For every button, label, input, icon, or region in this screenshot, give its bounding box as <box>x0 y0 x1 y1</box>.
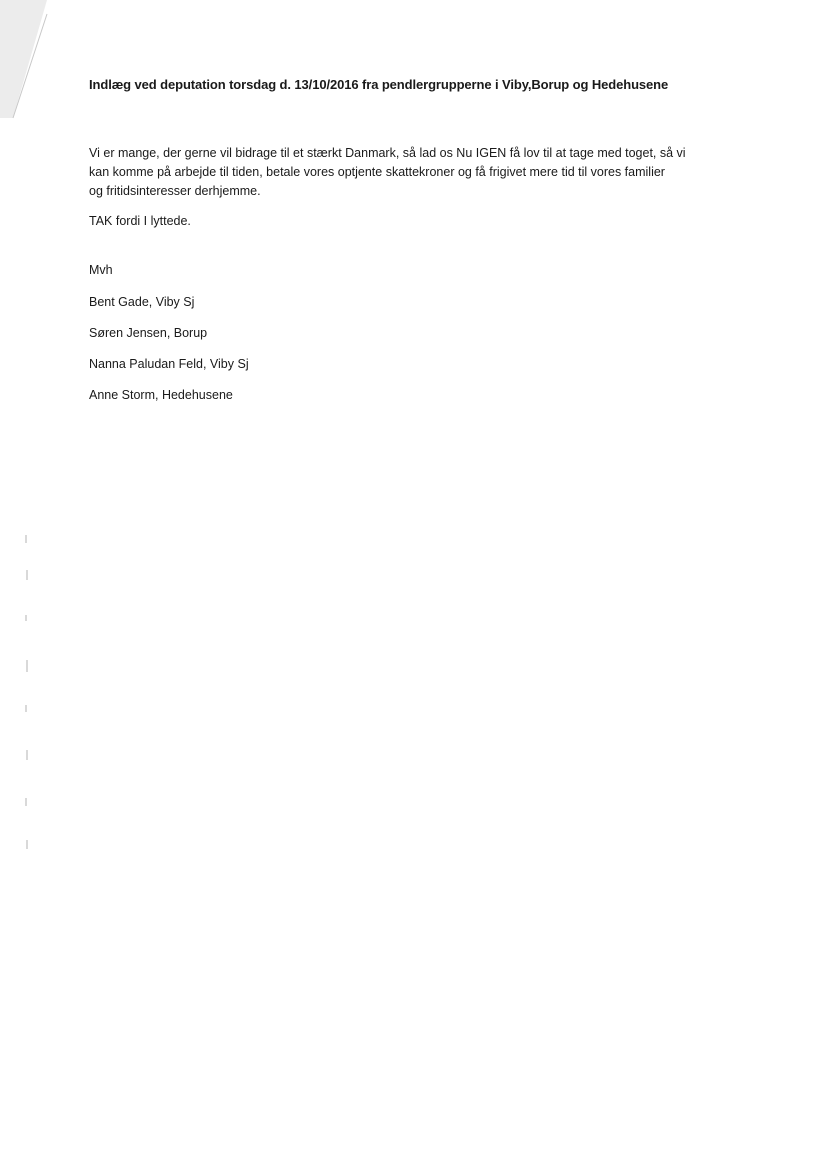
signature-name: Nanna Paludan Feld, Viby Sj <box>89 357 249 371</box>
scan-edge-marks <box>22 530 32 860</box>
signature-name: Søren Jensen, Borup <box>89 326 208 340</box>
document-title: Indlæg ved deputation torsdag d. 13/10/2016 fra pendlergrupperne i Viby,Borup og Hedehusene <box>89 77 669 92</box>
thanks-line: TAK fordi I lyttede. <box>89 214 191 228</box>
signature-name: Bent Gade, Viby Sj <box>89 295 195 309</box>
signature-name: Anne Storm, Hedehusene <box>89 388 233 402</box>
signature-list <box>89 295 249 419</box>
scan-fold-shadow <box>0 0 60 130</box>
closing-greeting: Mvh <box>89 263 113 277</box>
body-paragraph <box>89 144 749 201</box>
body-line: kan komme på arbejde til tiden, betale vores optjente skattekroner og få frigivet mere tid til vores familier <box>89 165 665 179</box>
body-line: Vi er mange, der gerne vil bidrage til et stærkt Danmark, så lad os Nu IGEN få lov til at tage med toget, så vi <box>89 146 686 160</box>
body-line: og fritidsinteresser derhjemme. <box>89 184 261 198</box>
